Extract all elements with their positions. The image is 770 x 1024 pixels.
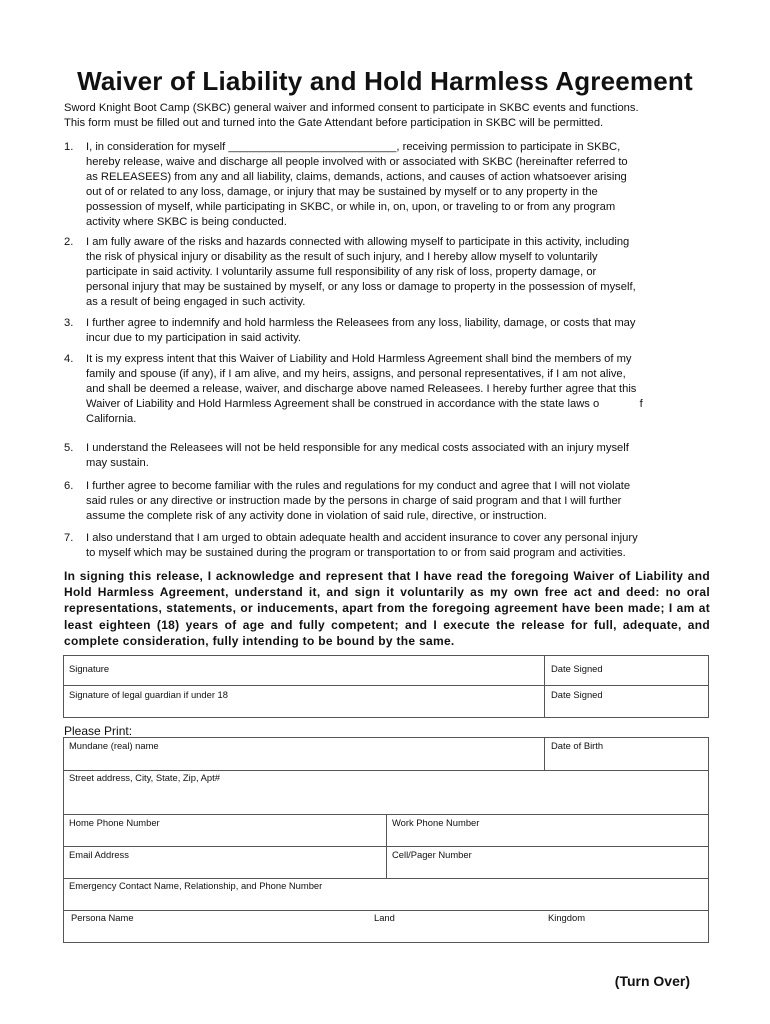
clause-line: I, in consideration for myself ___________________________, receiving permission to participate in SKBC, (86, 141, 621, 153)
emergency-contact-field[interactable]: Emergency Contact Name, Relationship, and Phone Number (69, 880, 323, 891)
signature-column-divider (544, 655, 545, 718)
clause-line: Waiver of Liability and Hold Harmless Agreement shall be construed in accordance with the state laws o f (86, 398, 643, 410)
clause-line: to myself which may be sustained during the program or transportation to or from said program and activities. (86, 547, 626, 559)
kingdom-field[interactable]: Kingdom (548, 912, 586, 923)
clause-line: and shall be deemed a release, waiver, and discharge above named Releasees. I hereby further agree that this (86, 383, 637, 395)
clause-3 (64, 316, 714, 346)
clause-2 (64, 235, 714, 310)
clause-number: 3. (64, 317, 74, 329)
email-field[interactable]: Email Address (69, 849, 129, 860)
clause-line: assume the complete risk of any activity done in violation of said rule, directive, or instruction. (86, 510, 547, 522)
dob-column-divider (544, 737, 545, 770)
print-row-divider (63, 846, 709, 847)
clause-line: out of or related to any loss, damage, or injury that may be sustained by myself or to any property in the (86, 186, 598, 198)
clause-line: It is my express intent that this Waiver of Liability and Hold Harmless Agreement shall bind the members of my (86, 353, 632, 365)
clause-5 (64, 441, 714, 471)
intro-line: Sword Knight Boot Camp (SKBC) general waiver and informed consent to participate in SKBC events and functions. (64, 102, 639, 114)
clause-line: incur due to my participation in said activity. (86, 332, 301, 344)
please-print-label: Please Print: (64, 724, 133, 738)
intro-line: This form must be filled out and turned into the Gate Attendant before participation in SKBC will be permitted. (64, 117, 604, 129)
print-row-divider (63, 770, 709, 771)
clause-line: California. (86, 413, 137, 425)
land-field[interactable]: Land (374, 912, 395, 923)
clause-line: participate in said activity. I voluntarily assume full responsibility of any risk of loss, property damage, or (86, 266, 597, 278)
signature-field[interactable]: Signature (69, 663, 110, 674)
work-phone-field[interactable]: Work Phone Number (392, 817, 480, 828)
clause-line: as RELEASEES) from any and all liability, claims, demands, actions, and causes of action whatsoever arising (86, 171, 627, 183)
clause-number: 4. (64, 353, 74, 365)
clause-line: as a result of being engaged in such activity. (86, 296, 306, 308)
street-address-field[interactable]: Street address, City, State, Zip, Apt# (69, 772, 220, 783)
turn-over-note: (Turn Over) (614, 973, 690, 989)
cell-pager-field[interactable]: Cell/Pager Number (392, 849, 472, 860)
clause-line: I am fully aware of the risks and hazards connected with allowing myself to participate in this activity, including (86, 236, 630, 248)
signing-statement: In signing this release, I acknowledge and represent that I have read the foregoing Waiver of Liability and Hold Harmless Agreement, understand it, and sign it voluntarily as my own free act and deed: no oral representations, statements, or inducements, apart from the foregoing agreement have been made; I am at least eighteen (18) years of age and fully competent; and I execute the release for full, adequate, and complete consideration, fully intending to be bound by the same. (64, 569, 710, 648)
clause-6 (64, 479, 714, 524)
clause-number: 1. (64, 141, 74, 153)
clause-line: possession of myself, while participating in SKBC, or while in, on, upon, or traveling to or from any program (86, 201, 616, 213)
home-phone-field[interactable]: Home Phone Number (69, 817, 160, 828)
persona-name-field[interactable]: Persona Name (71, 912, 134, 923)
clause-line: I also understand that I am urged to obtain adequate health and accident insurance to cover any personal injury (86, 532, 638, 544)
mundane-name-field[interactable]: Mundane (real) name (69, 740, 159, 751)
date-of-birth-field[interactable]: Date of Birth (551, 740, 604, 751)
clause-number: 7. (64, 532, 74, 544)
clause-number: 6. (64, 480, 74, 492)
guardian-date-signed-field[interactable]: Date Signed (551, 689, 603, 700)
clause-line: may sustain. (86, 457, 149, 469)
clause-line: activity where SKBC is being conducted. (86, 216, 287, 228)
clause-line: personal injury that may be sustained by myself, or any loss or damage to property in the possession of myself, (86, 281, 636, 293)
clause-line: I further agree to become familiar with the rules and regulations for my conduct and agree that I will not violate (86, 480, 631, 492)
intro-paragraph (64, 101, 724, 131)
clause-4 (64, 352, 714, 427)
clause-number: 5. (64, 442, 74, 454)
date-signed-field[interactable]: Date Signed (551, 663, 603, 674)
clause-line: the risk of physical injury or disability as the result of such injury, and I hereby allow myself to voluntarily (86, 251, 598, 263)
clause-line: said rules or any directive or instruction made by the persons in charge of said program and that I will further (86, 495, 622, 507)
print-row-divider (63, 878, 709, 879)
clause-1 (64, 140, 714, 230)
page-title: Waiver of Liability and Hold Harmless Agreement (77, 66, 693, 96)
signature-divider (63, 685, 709, 686)
clause-number: 2. (64, 236, 74, 248)
clause-line: I understand the Releasees will not be held responsible for any medical costs associated with an injury myself (86, 442, 629, 454)
print-row-divider (63, 910, 709, 911)
clause-line: hereby release, waive and discharge all people involved with or associated with SKBC (hereinafter referred to (86, 156, 628, 168)
clause-line: family and spouse (if any), if I am alive, and my heirs, assigns, and personal representatives, if I am not alive, (86, 368, 626, 380)
guardian-signature-field[interactable]: Signature of legal guardian if under 18 (69, 689, 228, 700)
signature-box (63, 655, 709, 718)
clause-line: I further agree to indemnify and hold harmless the Releasees from any loss, liability, damage, or costs that may (86, 317, 636, 329)
clause-7 (64, 531, 714, 561)
